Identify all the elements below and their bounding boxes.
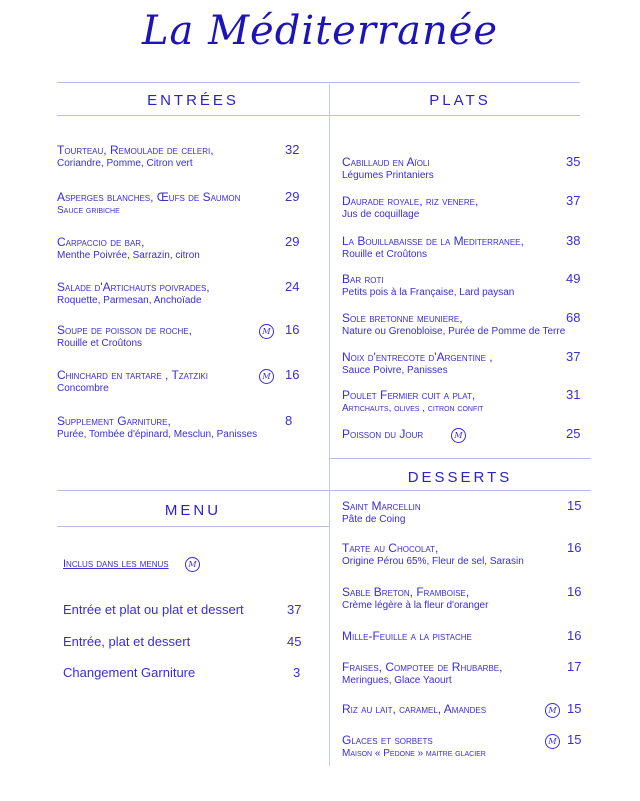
item-price: 29 [285,189,300,204]
item-price: 16 [285,367,300,382]
item-price: 8 [285,413,293,428]
item-description: Rouille et Croûtons [342,249,428,260]
item-title: Sable Breton, Framboise, [342,585,470,599]
item-description: Coriandre, Pomme, Citron vert [57,158,193,169]
item-description: Jus de coquillage [342,209,420,220]
menu-item [342,234,524,261]
item-title: Sole bretonne meuniere, [342,311,463,325]
menu-item [342,350,493,377]
item-price: 31 [566,387,581,402]
item-title: Fraises, Compotee de Rhubarbe, [342,660,503,674]
section-title-plats: PLATS [429,92,491,109]
menu-item [342,702,486,716]
item-title: Daurade royale, riz venere, [342,194,479,208]
menu-formula-label: Changement Garniture [63,665,196,680]
item-description: Roquette, Parmesan, Anchoïade [57,295,202,306]
divider [57,115,580,116]
item-description: Pâte de Coing [342,514,406,525]
item-description: Rouille et Croûtons [57,338,143,349]
item-title: Saint Marcellin [342,499,421,513]
item-price: 15 [567,498,582,513]
item-price: 25 [566,426,581,441]
item-price: 38 [566,233,581,248]
restaurant-logo: La Méditerranée [141,8,499,54]
item-title: Poulet Fermier cuit a plat, [342,388,476,402]
menu-item [342,585,488,612]
item-price: 16 [285,322,300,337]
item-title: Soupe de poisson de roche, [57,323,192,337]
item-price: 35 [566,154,581,169]
item-description: Origine Pérou 65%, Fleur de sel, Sarasin [342,556,524,567]
item-description: Menthe Poivrée, Sarrazin, citron [57,250,200,261]
section-title-menu: MENU [164,502,222,519]
item-title: Tarte au Chocolat, [342,541,439,555]
menu-item [57,323,192,350]
menu-item [57,368,208,395]
item-title: Supplement Garniture, [57,414,171,428]
item-description: Purée, Tombée d'épinard, Mesclun, Panisses [57,429,258,440]
section-title-desserts: DESSERTS [407,469,513,486]
divider [57,490,329,491]
item-price: 49 [566,271,581,286]
item-price: 15 [567,732,582,747]
item-description: Artichauts, olives , citron confit [342,403,484,414]
item-price: 37 [566,349,581,364]
menu-badge-icon: M [451,428,466,443]
menu-badge-icon: M [545,734,560,749]
menu-item [342,733,486,760]
item-title: Salade d'Artichauts poivrades, [57,280,210,294]
item-title: Bar roti [342,272,384,286]
item-price: 17 [567,659,582,674]
menu-item [342,629,472,643]
item-price: 16 [567,540,582,555]
item-description: Concombre [57,383,109,394]
menu-formula-price: 37 [287,602,302,617]
menu-item [57,190,240,217]
item-price: 24 [285,279,300,294]
item-price: 37 [566,193,581,208]
divider [329,458,591,459]
menu-item [342,194,478,221]
menu-formula-label: Entrée et plat ou plat et dessert [63,602,244,617]
menu-item [342,388,483,415]
item-price: 29 [285,234,300,249]
menu-item [342,272,514,299]
item-title: Poisson du Jour [342,427,424,441]
menu-formula-price: 45 [287,634,302,649]
item-title: Cabillaud en Aïoli [342,155,430,169]
menu-item [342,499,421,526]
item-description: Petits pois à la Française, Lard paysan [342,287,515,298]
divider [329,490,591,491]
menu-item [57,414,257,441]
menu-formula-label: Entrée, plat et dessert [63,634,191,649]
item-description: Maison « Pedone » maitre glacier [342,748,486,759]
menu-badge-icon: M [185,557,200,572]
item-price: 16 [567,628,582,643]
item-title: Carpaccio de bar, [57,235,145,249]
item-description: Nature ou Grenobloise, Purée de Pomme de Terre [342,326,566,337]
item-description: Légumes Printaniers [342,170,434,181]
menu-item [57,235,200,262]
item-title: Noix d'entrecote d'Argentine , [342,350,493,364]
item-description: Sauce gribiche [57,205,120,216]
item-description: Meringues, Glace Yaourt [342,675,452,686]
menu-item [57,143,214,170]
item-title: Asperges blanches, Œufs de Saumon [57,190,241,204]
item-title: Riz au lait, caramel, Amandes [342,702,487,716]
item-description: Crème légère à la fleur d'oranger [342,600,489,611]
menu-formula-price: 3 [293,665,301,680]
menu-badge-icon: M [259,324,274,339]
divider [57,82,580,83]
item-title: Glaces et sorbets [342,733,433,747]
menu-item [342,660,502,687]
item-title: La Bouillabaisse de la Mediterranee, [342,234,524,248]
menu-item [342,427,423,441]
divider [57,526,329,527]
menu-badge-icon: M [545,703,560,718]
menu-item [57,280,210,307]
item-price: 32 [285,142,300,157]
item-description: Sauce Poivre, Panisses [342,365,448,376]
item-title: Tourteau, Remoulade de celeri, [57,143,214,157]
column-divider [329,84,330,766]
item-price: 15 [567,701,582,716]
menu-item [342,541,524,568]
section-title-entrees: ENTRÉES [147,92,239,109]
menu-item [342,311,565,338]
menu-included-label: Inclus dans les menus [63,558,169,570]
item-price: 68 [566,310,581,325]
menu-badge-icon: M [259,369,274,384]
item-price: 16 [567,584,582,599]
item-title: Mille-Feuille a la pistache [342,629,472,643]
item-title: Chinchard en tartare , Tzatziki [57,368,208,382]
menu-item [342,155,434,182]
